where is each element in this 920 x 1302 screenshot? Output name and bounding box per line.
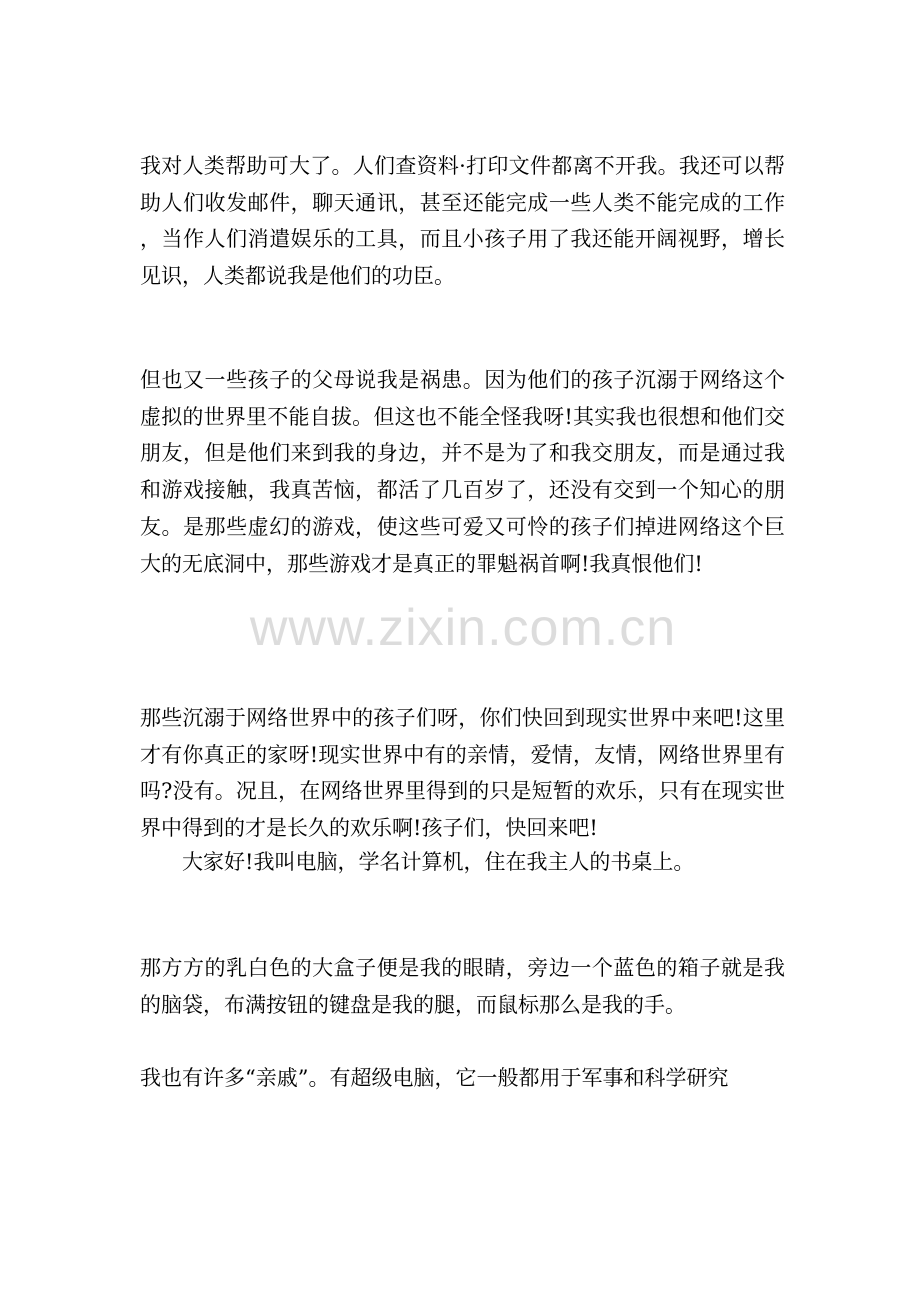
paragraph-5: 那方方的乳白色的大盒子便是我的眼睛，旁边一个蓝色的箱子就是我的脑袋，布满按钮的键盘是我的腿，而鼠标那么是我的手。 [140, 956, 785, 1017]
watermark: www.zixin.com.cn [249, 599, 677, 657]
paragraph-4: 大家好!我叫电脑，学名计算机，住在我主人的书桌上。 [182, 850, 695, 874]
paragraph-1: 我对人类帮助可大了。人们查资料·打印文件都离不开我。我还可以帮助人们收发邮件，聊天通讯，甚至还能完成一些人类不能完成的工作，当作人们消遣娱乐的工具，而且小孩子用了我还能开阔视野，增长见识，人类都说我是他们的功臣。 [140, 154, 785, 289]
paragraph-2: 但也又一些孩子的父母说我是祸患。因为他们的孩子沉溺于网络这个虚拟的世界里不能自拔。但这也不能全怪我呀!其实我也很想和他们交朋友，但是他们来到我的身边，并不是为了和我交朋友，而是通过我和游戏接触，我真苦恼，都活了几百岁了，还没有交到一个知心的朋友。是那些虚幻的游戏，使这些可爱又可怜的孩子们掉进网络这个巨大的无底洞中，那些游戏才是真正的罪魁祸首啊!我真恨他们! [140, 368, 785, 576]
paragraph-6: 我也有许多“亲戚”。有超级电脑，它一般都用于军事和科学研究 [140, 1066, 729, 1090]
paragraph-3: 那些沉溺于网络世界中的孩子们呀，你们快回到现实世界中来吧!这里才有你真正的家呀!现实世界中有的亲情，爱情，友情，网络世界里有吗?没有。况且，在网络世界里得到的只是短暂的欢乐，只有在现实世界中得到的才是长久的欢乐啊!孩子们，快回来吧! [140, 706, 785, 841]
